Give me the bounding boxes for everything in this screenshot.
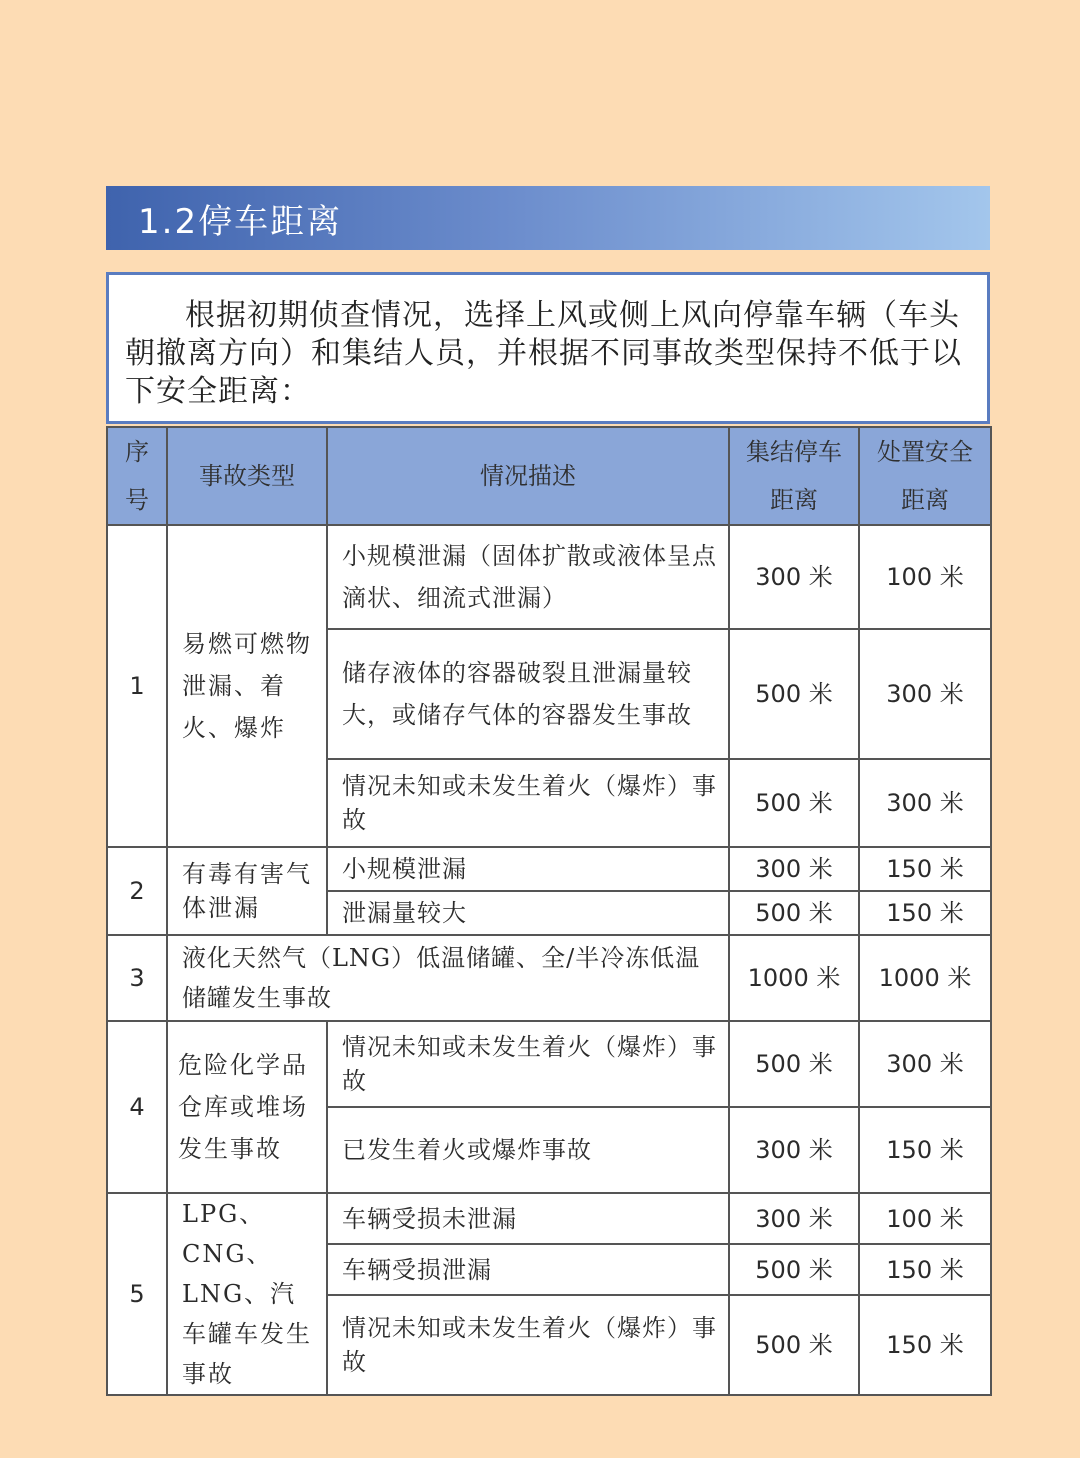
table-header-row — [107, 427, 991, 525]
header-type: 事故类型 — [167, 427, 327, 525]
type-cell: LPG、CNG、LNG、汽车罐车发生事故 — [167, 1193, 327, 1395]
safety-distance-cell: 100 米 — [859, 1193, 991, 1244]
safety-distance-cell: 150 米 — [859, 1244, 991, 1295]
desc-cell: 储存液体的容器破裂且泄漏量较大，或储存气体的容器发生事故 — [327, 629, 729, 759]
table-row — [107, 525, 991, 629]
desc-cell: 情况未知或未发生着火（爆炸）事故 — [327, 1295, 729, 1395]
safety-distance-cell: 150 米 — [859, 891, 991, 935]
table-row — [107, 935, 991, 1021]
safety-distance-cell: 150 米 — [859, 847, 991, 891]
header-assembly-distance — [729, 427, 859, 525]
section-header — [106, 186, 990, 250]
seq-cell: 3 — [107, 935, 167, 1021]
table-row — [107, 1021, 991, 1107]
assembly-distance-cell: 300 米 — [729, 847, 859, 891]
assembly-distance-cell: 500 米 — [729, 759, 859, 847]
header-safety-label: 处置安全距离 — [876, 438, 973, 514]
header-seq-label: 序号 — [124, 438, 149, 514]
type-cell: 易燃可燃物泄漏、着火、爆炸 — [167, 525, 327, 847]
safety-distance-cell: 1000 米 — [859, 935, 991, 1021]
desc-cell: 小规模泄漏（固体扩散或液体呈点滴状、细流式泄漏） — [327, 525, 729, 629]
intro-box — [106, 272, 990, 424]
section-title: 1.2停车距离 — [138, 201, 343, 242]
assembly-distance-cell: 500 米 — [729, 891, 859, 935]
safety-distance-cell: 150 米 — [859, 1107, 991, 1193]
seq-cell: 4 — [107, 1021, 167, 1193]
assembly-distance-cell: 1000 米 — [729, 935, 859, 1021]
header-safety-distance — [859, 427, 991, 525]
safety-distance-cell: 300 米 — [859, 629, 991, 759]
assembly-distance-cell: 500 米 — [729, 1021, 859, 1107]
desc-cell: 情况未知或未发生着火（爆炸）事故 — [327, 1021, 729, 1107]
safety-distance-cell: 150 米 — [859, 1295, 991, 1395]
safety-distance-cell: 300 米 — [859, 1021, 991, 1107]
assembly-distance-cell: 500 米 — [729, 629, 859, 759]
assembly-distance-cell: 300 米 — [729, 1193, 859, 1244]
desc-cell: 小规模泄漏 — [327, 847, 729, 891]
table-row — [107, 1193, 991, 1244]
safety-distance-table — [106, 426, 992, 1396]
assembly-distance-cell: 300 米 — [729, 1107, 859, 1193]
intro-paragraph: 根据初期侦查情况，选择上风或侧上风向停靠车辆（车头朝撤离方向）和集结人员，并根据不同事故类型保持不低于以下安全距离： — [125, 298, 962, 409]
seq-cell: 5 — [107, 1193, 167, 1395]
seq-cell: 1 — [107, 525, 167, 847]
assembly-distance-cell: 500 米 — [729, 1244, 859, 1295]
desc-cell: 泄漏量较大 — [327, 891, 729, 935]
safety-distance-cell: 300 米 — [859, 759, 991, 847]
desc-cell: 车辆受损泄漏 — [327, 1244, 729, 1295]
merged-desc-cell: 液化天然气（LNG）低温储罐、全/半冷冻低温储罐发生事故 — [167, 935, 729, 1021]
table-row — [107, 847, 991, 891]
header-seq — [107, 427, 167, 525]
safety-distance-cell: 100 米 — [859, 525, 991, 629]
desc-cell: 情况未知或未发生着火（爆炸）事故 — [327, 759, 729, 847]
type-cell: 危险化学品仓库或堆场发生事故 — [167, 1021, 327, 1193]
seq-cell: 2 — [107, 847, 167, 935]
desc-cell: 已发生着火或爆炸事故 — [327, 1107, 729, 1193]
header-assembly-label: 集结停车距离 — [745, 438, 842, 514]
assembly-distance-cell: 500 米 — [729, 1295, 859, 1395]
type-cell: 有毒有害气体泄漏 — [167, 847, 327, 935]
assembly-distance-cell: 300 米 — [729, 525, 859, 629]
desc-cell: 车辆受损未泄漏 — [327, 1193, 729, 1244]
header-desc: 情况描述 — [327, 427, 729, 525]
